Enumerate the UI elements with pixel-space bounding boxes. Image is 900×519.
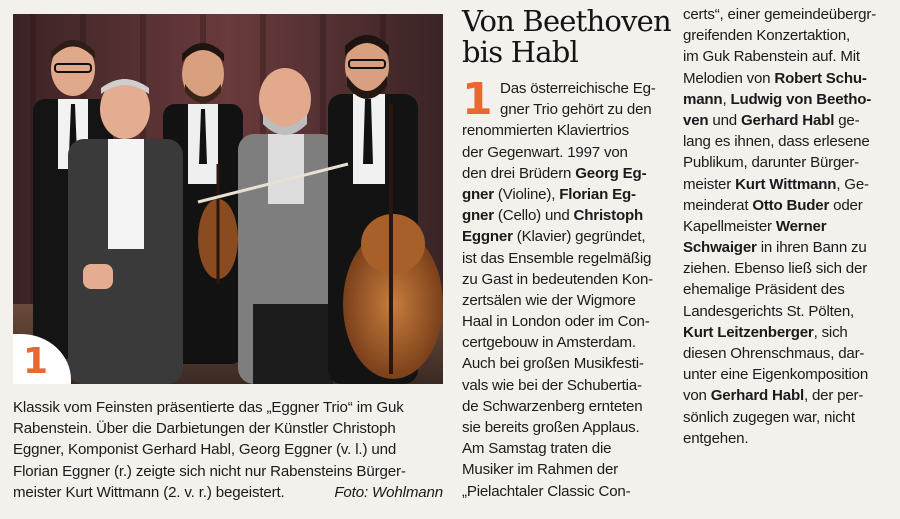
caption-line: Florian Eggner (r.) zeigte sich nicht nur Rabensteins Bürger-	[13, 462, 406, 480]
text-run: Auch bei großen Musikfesti-	[462, 355, 644, 373]
bold-name: gner	[462, 185, 494, 203]
caption-line: Rabenstein. Über die Darbietungen der Künstler Christoph	[13, 420, 396, 438]
article-line	[683, 343, 893, 364]
photo-illustration	[13, 14, 443, 384]
article-column-2	[683, 4, 893, 449]
photo-number: 1	[23, 341, 49, 382]
article-line	[462, 290, 667, 311]
text-run: greifenden Konzertaktion,	[683, 27, 851, 45]
article-line	[462, 396, 667, 417]
text-run: (Klavier) gegründet,	[512, 228, 646, 246]
article-column-1	[462, 74, 667, 502]
article-line	[683, 152, 893, 173]
text-run: ehemalige Präsident des	[683, 281, 845, 299]
article-line	[683, 174, 893, 195]
article-line	[462, 332, 667, 353]
caption-line: Eggner, Komponist Gerhard Habl, Georg Eggner (v. l.) und	[13, 441, 397, 459]
article-line	[462, 417, 667, 438]
text-run: diesen Ohrenschmaus, dar-	[683, 345, 865, 362]
text-run: meinderat	[683, 196, 753, 214]
text-run: vals wie bei der Schubertia-	[462, 376, 642, 394]
text-run: Publikum, darunter Bürger-	[683, 154, 860, 172]
article-line	[683, 279, 893, 300]
photo-credit: Foto: Wohlmann	[334, 483, 443, 501]
bold-name: Gerhard Habl	[741, 111, 835, 129]
article-line	[462, 120, 667, 141]
article-line	[462, 481, 667, 502]
article-line	[462, 226, 667, 247]
text-run: certgebouw in Amsterdam.	[462, 334, 636, 352]
text-run: , sich	[813, 323, 848, 341]
article-line	[683, 322, 893, 343]
text-run: zertsälen wie der Wigmore	[462, 291, 636, 309]
text-run: ,	[722, 90, 731, 108]
article-line	[462, 99, 667, 120]
text-run: im Guk Rabenstein auf. Mit	[683, 48, 860, 66]
caption-line: meister Kurt Wittmann (2. v. r.) begeistert.	[13, 483, 285, 501]
article-line	[462, 375, 667, 396]
text-run: in ihren Bann zu	[756, 239, 867, 257]
bold-name: Robert Schu-	[774, 69, 867, 87]
text-run: „Pielachtaler Classic Con-	[462, 482, 631, 500]
article-line	[462, 311, 667, 332]
article-line	[462, 205, 667, 226]
text-run: certs“, einer gemeindeübergr-	[683, 6, 877, 23]
article-line	[683, 4, 893, 25]
text-run: ist das Ensemble regelmäßig	[462, 249, 652, 267]
text-run: sönlich zugegen war, nicht	[683, 408, 855, 426]
text-run: Musiker im Rahmen der	[462, 461, 619, 479]
article-line	[462, 438, 667, 459]
bold-name: Ludwig von Beetho-	[730, 90, 872, 108]
article-line	[683, 385, 893, 406]
bold-name: ven	[683, 111, 709, 129]
caption-line: Klassik vom Feinsten präsentierte das „Eggner Trio“ im Guk	[13, 399, 404, 416]
text-run: Am Samstag traten die	[462, 440, 612, 458]
article-line	[683, 237, 893, 258]
text-run: ziehen. Ebenso ließ sich der	[683, 260, 868, 278]
dropcap-number: 1	[462, 74, 493, 125]
text-run: entgehen.	[683, 429, 749, 447]
text-run: Das österreichische Eg-	[500, 80, 656, 97]
article-line	[683, 25, 893, 46]
text-run: (Cello) und	[493, 207, 574, 225]
article-line	[683, 428, 893, 449]
bold-name: Werner	[775, 217, 827, 235]
article-headline	[462, 6, 682, 68]
article-line	[683, 131, 893, 152]
article-line	[683, 46, 893, 67]
bold-name: Gerhard Habl	[710, 387, 804, 405]
text-run: Landesgerichts St. Pölten,	[683, 302, 855, 320]
text-run: Haal in London oder im Con-	[462, 313, 650, 331]
text-run: den drei Brüdern	[462, 164, 576, 182]
headline-line-1: Von Beethoven	[462, 4, 671, 38]
article-line	[683, 195, 893, 216]
article-line	[683, 258, 893, 279]
bold-name: Kurt Leitzenberger	[683, 323, 814, 341]
text-run: meister	[683, 175, 736, 193]
article-line	[462, 248, 667, 269]
article-line	[683, 89, 893, 110]
article-line	[462, 184, 667, 205]
headline-line-2: bis Habl	[462, 35, 578, 69]
article-line	[462, 78, 667, 99]
article-line	[462, 459, 667, 480]
bold-name: Florian Eg-	[559, 185, 636, 203]
bold-name: Georg Eg-	[575, 164, 647, 182]
article-line	[462, 163, 667, 184]
text-run: , der per-	[803, 387, 864, 405]
text-run: de Schwarzenberg ernteten	[462, 397, 643, 415]
text-run: der Gegenwart. 1997 von	[462, 143, 628, 161]
photo-caption	[13, 397, 443, 503]
text-run: von	[683, 387, 711, 405]
article-line	[683, 110, 893, 131]
bold-name: Eggner	[462, 228, 513, 246]
article-line	[683, 407, 893, 428]
article-line	[683, 301, 893, 322]
text-run: und	[708, 111, 741, 129]
bold-name: Kurt Wittmann	[735, 175, 837, 193]
bold-name: gner	[462, 207, 494, 225]
text-run: Kapellmeister	[683, 217, 776, 235]
bold-name: Otto Buder	[752, 196, 830, 214]
bold-name: Christoph	[573, 207, 644, 225]
article-photo	[13, 14, 443, 384]
article-line	[462, 269, 667, 290]
article-line	[683, 216, 893, 237]
text-run: zu Gast in bedeutenden Kon-	[462, 270, 653, 288]
text-run: ge-	[834, 111, 860, 129]
text-run: oder	[829, 196, 863, 214]
text-run: , Ge-	[836, 175, 869, 193]
article-line	[462, 353, 667, 374]
text-run: (Violine),	[493, 185, 560, 203]
text-run: gner Trio gehört zu den	[500, 101, 652, 119]
article-line	[683, 68, 893, 89]
caption-last-line	[13, 482, 443, 503]
text-run: renommierten Klaviertrios	[462, 122, 629, 140]
text-run: lang es ihnen, dass erlesene	[683, 133, 870, 151]
bold-name: mann	[683, 90, 723, 108]
text-run: Melodien von	[683, 69, 775, 87]
article-line	[462, 142, 667, 163]
article-line	[683, 364, 893, 385]
bold-name: Schwaiger	[683, 239, 757, 257]
text-run: unter eine Eigenkomposition	[683, 366, 869, 384]
text-run: sie bereits großen Applaus.	[462, 419, 640, 436]
